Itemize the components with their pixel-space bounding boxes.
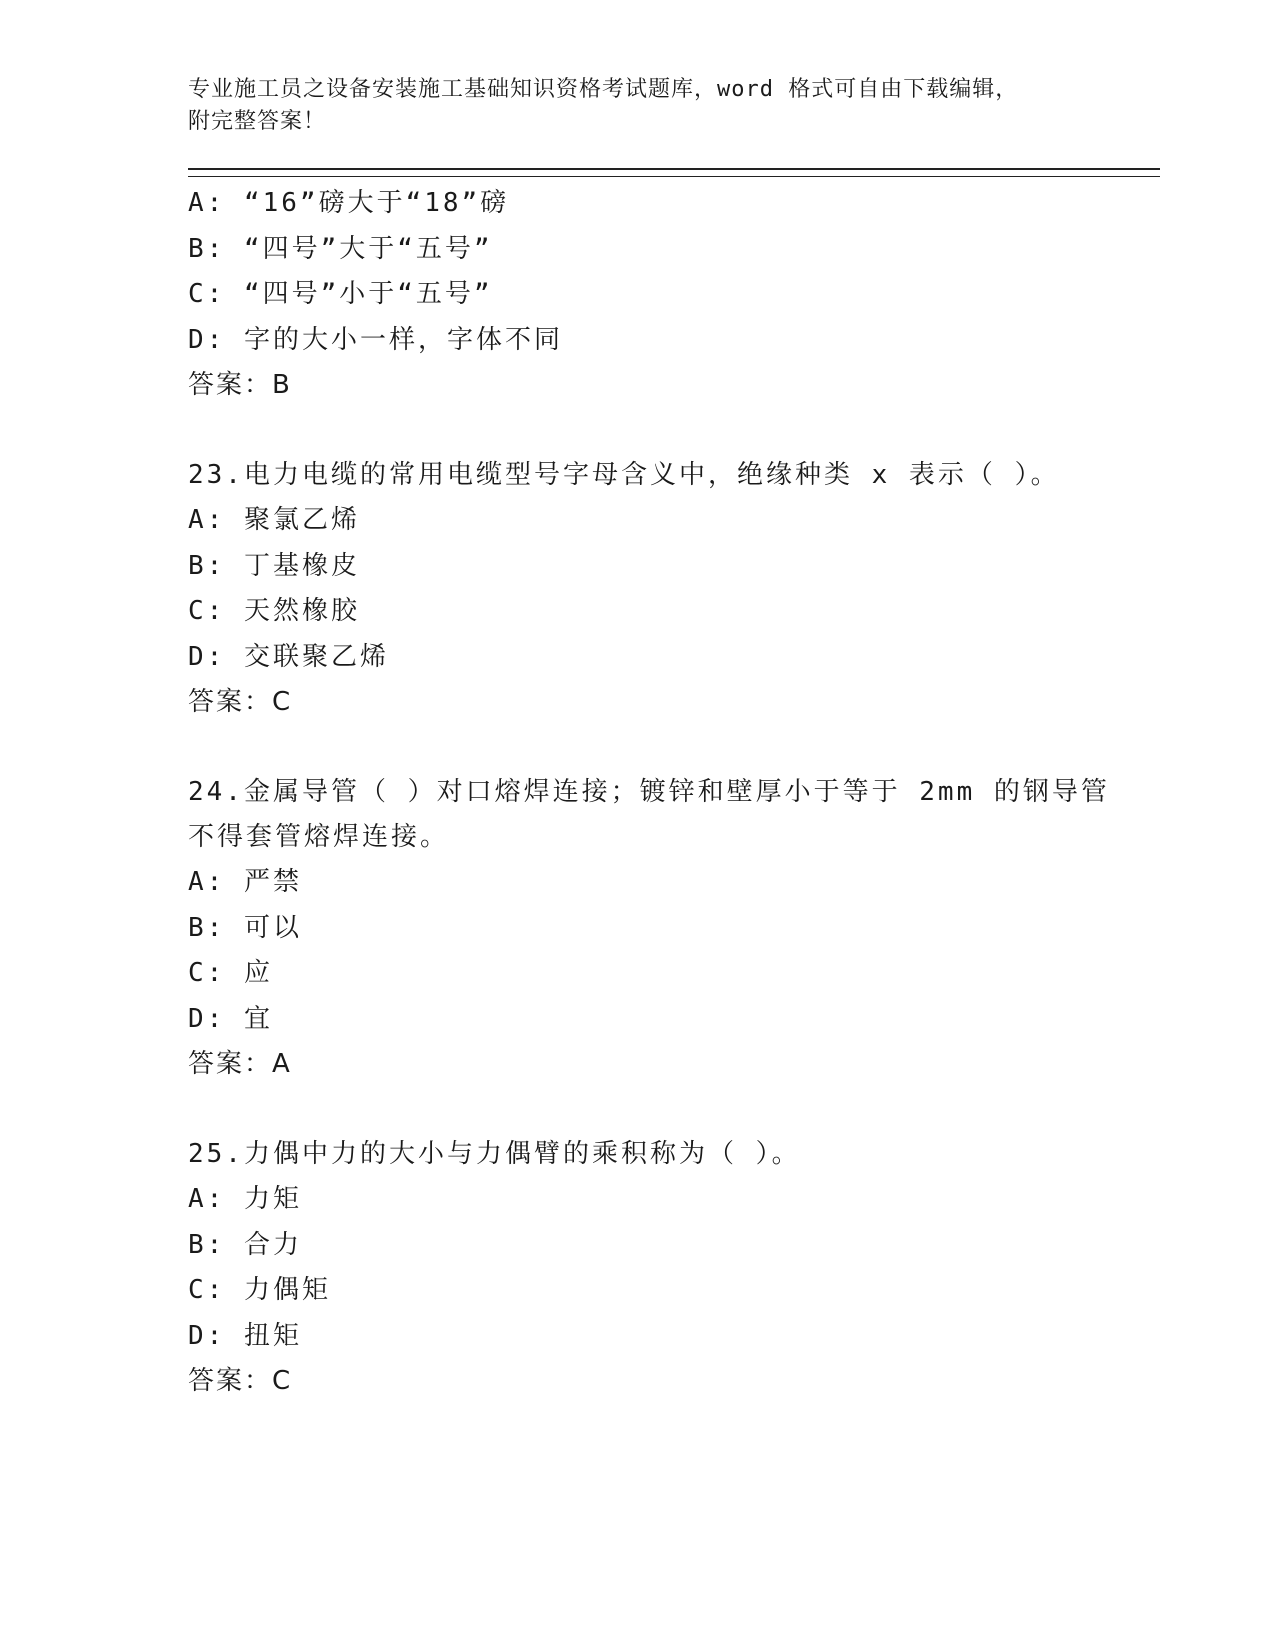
option-b: B: “四号”大于“五号”: [188, 233, 493, 264]
option-a: A: “16”磅大于“18”磅: [188, 188, 510, 218]
question-partial: [188, 181, 1160, 408]
header-divider: [188, 168, 1160, 177]
option-b: B: 丁基橡皮: [188, 550, 360, 581]
question-stem-line-1: 24.金属导管（ ）对口熔焊连接；镀锌和壁厚小于等于 2mm 的钢导管: [188, 777, 1110, 807]
header-note-line-1: 专业施工员之设备安装施工基础知识资格考试题库，word 格式可自由下载编辑，: [188, 77, 1019, 102]
answer-line: 答案：C: [188, 1366, 293, 1396]
option-d: D: 交联聚乙烯: [188, 641, 389, 672]
header-note-line-2: 附完整答案！: [188, 109, 327, 134]
option-b: B: 可以: [188, 912, 302, 943]
option-a: A: 聚氯乙烯: [188, 505, 360, 535]
option-d: D: 字的大小一样，字体不同: [188, 324, 563, 355]
option-d: D: 扭矩: [188, 1320, 302, 1351]
question-25: [188, 1132, 1160, 1404]
option-c: C: 力偶矩: [188, 1275, 331, 1305]
answer-line: 答案：B: [188, 370, 292, 400]
question-stem-line-2: 不得套管熔焊连接。: [188, 822, 450, 852]
answer-line: 答案：C: [188, 687, 293, 717]
option-c: C: 天然橡胶: [188, 596, 360, 626]
option-c: C: “四号”小于“五号”: [188, 279, 493, 309]
question-stem: 23.电力电缆的常用电缆型号字母含义中，绝缘种类 x 表示（ ）。: [188, 460, 1060, 490]
question-stem: 25.力偶中力的大小与力偶臂的乘积称为（ ）。: [188, 1139, 801, 1169]
option-d: D: 宜: [188, 1003, 273, 1034]
answer-line: 答案：A: [188, 1049, 292, 1079]
option-a: A: 严禁: [188, 867, 302, 897]
option-c: C: 应: [188, 958, 273, 988]
option-b: B: 合力: [188, 1229, 302, 1260]
option-a: A: 力矩: [188, 1184, 302, 1214]
document-page: [188, 74, 1160, 1449]
question-24: [188, 770, 1160, 1087]
question-23: [188, 453, 1160, 725]
